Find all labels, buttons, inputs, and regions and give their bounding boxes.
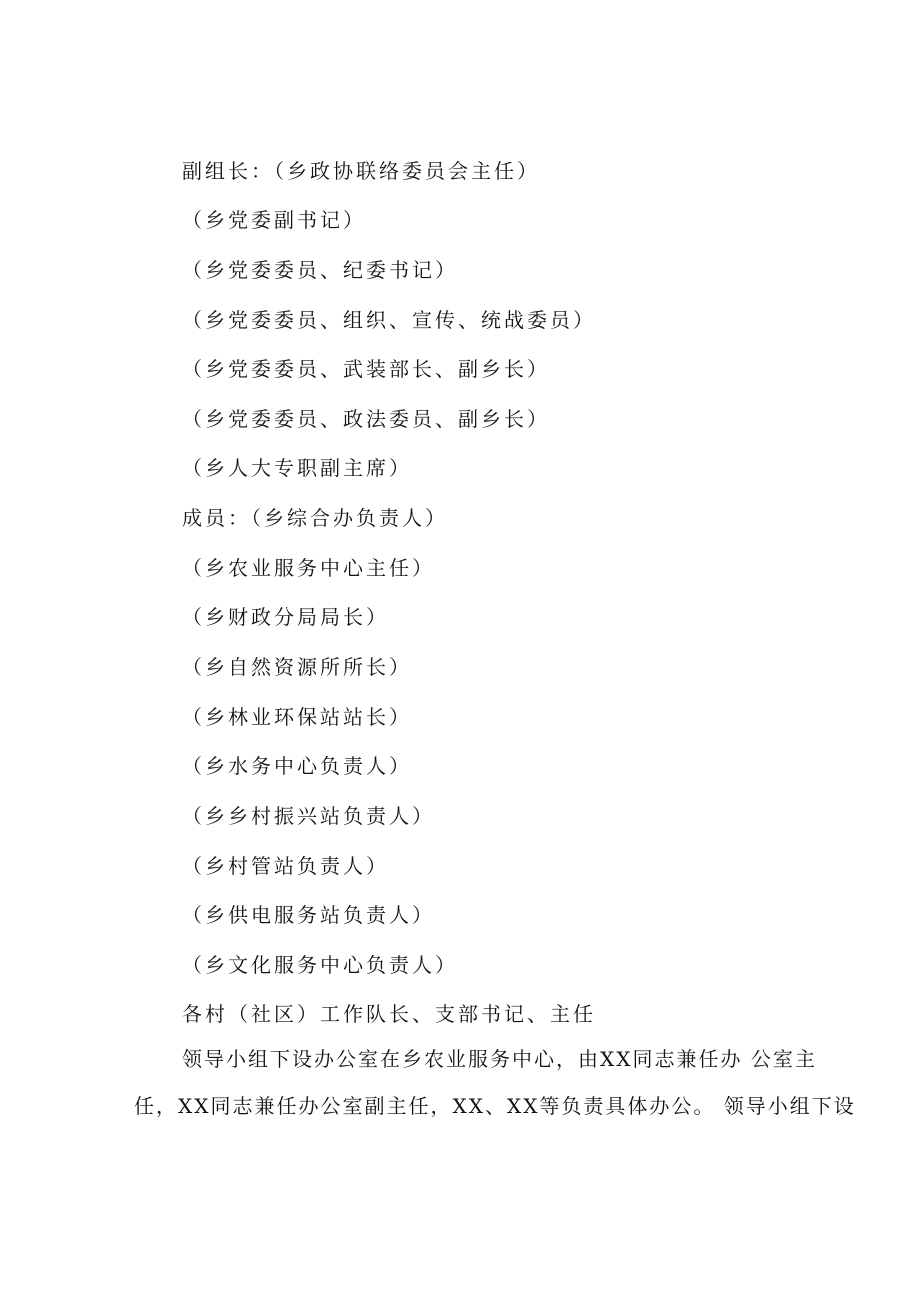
vice-leader-line: 副组长：（乡政协联络委员会主任） — [182, 159, 540, 183]
member-line: （乡财政分局局长） — [182, 605, 389, 629]
member-line: （乡党委委员、政法委员、副乡长） — [182, 407, 550, 431]
member-line: （乡党委副书记） — [182, 208, 366, 232]
member-line: （乡农业服务中心主任） — [182, 556, 435, 580]
village-leaders-line: 各村（社区）工作队长、支部书记、主任 — [182, 1002, 596, 1026]
member-line: （乡人大专职副主席） — [182, 456, 412, 480]
member-line: （乡党委委员、组织、宣传、统战委员） — [182, 308, 596, 332]
member-line: （乡文化服务中心负责人） — [182, 953, 458, 977]
member-line: （乡水务中心负责人） — [182, 754, 412, 778]
member-line: （乡乡村振兴站负责人） — [182, 804, 435, 828]
member-line: （乡自然资源所所长） — [182, 655, 412, 679]
member-line: （乡供电服务站负责人） — [182, 903, 435, 927]
office-paragraph-line-1: 领导小组下设办公室在乡农业服务中心，由XX同志兼任办 公室主 — [182, 1047, 817, 1071]
members-heading-line: 成员：（乡综合办负责人） — [182, 506, 448, 530]
member-line: （乡村管站负责人） — [182, 854, 389, 878]
member-line: （乡党委委员、武装部长、副乡长） — [182, 357, 550, 381]
member-line: （乡党委委员、纪委书记） — [182, 258, 458, 282]
office-paragraph-line-2: 任，XX同志兼任办公室副主任，XX、XX等负责具体办公。 领导小组下设 — [134, 1094, 856, 1118]
member-line: （乡林业环保站站长） — [182, 705, 412, 729]
